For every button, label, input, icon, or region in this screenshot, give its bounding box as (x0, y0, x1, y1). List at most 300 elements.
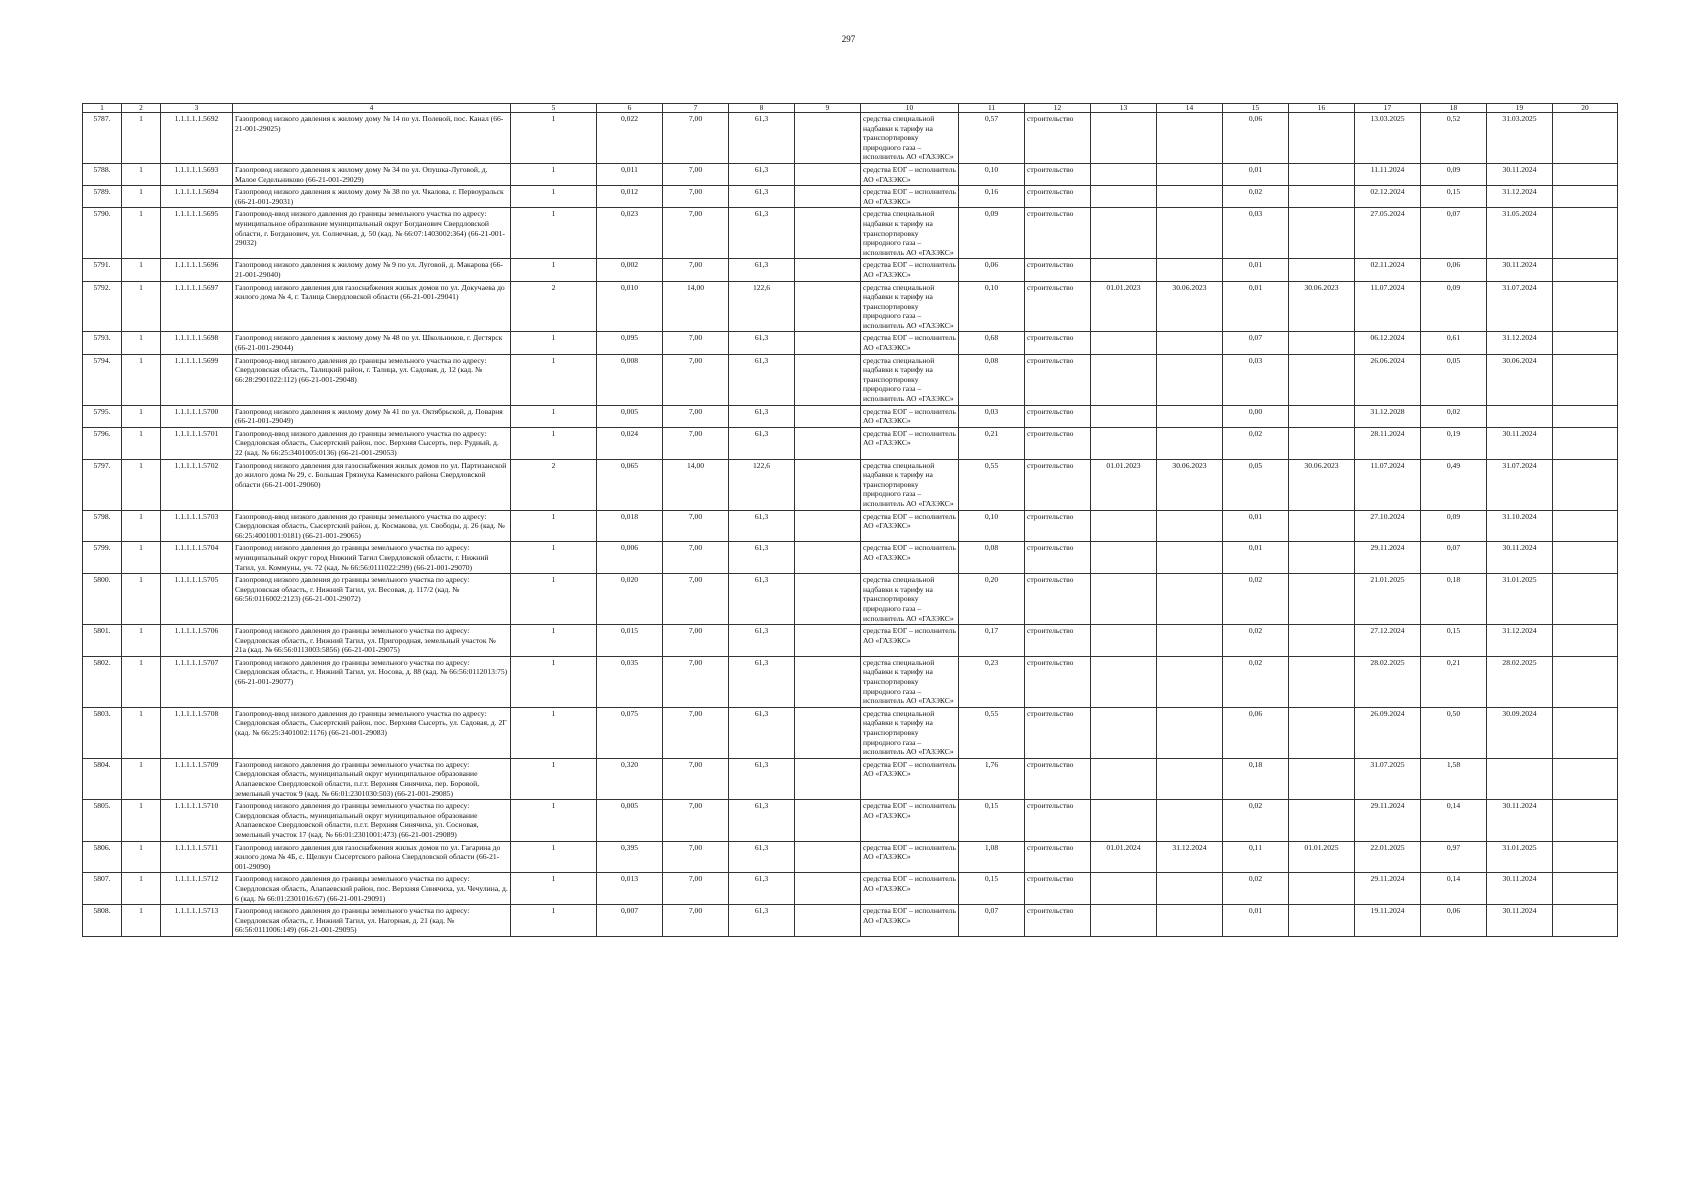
name-cell: Газопровод-ввод низкого давления до границы земельного участка по адресу: Свердловская область, Сысертский район, д. Космакова, ул. Свободы, д. 26 (кад. № 66:25:4001001:0181) (66-21-001-29065) (233, 510, 511, 542)
col-19-date-cell: 31.05.2024 (1487, 208, 1553, 259)
col-2-cell: 1 (122, 459, 161, 510)
col-7-cell: 7,00 (663, 656, 729, 707)
work-type-cell: строительство (1025, 186, 1091, 208)
col-11-cell: 0,08 (959, 354, 1025, 405)
code-cell: 1.1.1.1.1.5698 (161, 332, 233, 354)
col-2-cell: 1 (122, 656, 161, 707)
row-number: 5804. (83, 758, 122, 799)
col-9-cell (795, 186, 861, 208)
column-header-15: 15 (1223, 104, 1289, 113)
col-9-cell (795, 405, 861, 427)
funding-source-cell: средства специальной надбавки к тарифу на транспортировку природного газа – исполнитель АО «ГАЗЭКС» (861, 459, 959, 510)
col-9-cell (795, 542, 861, 574)
col-9-cell (795, 758, 861, 799)
row-number: 5796. (83, 427, 122, 459)
name-cell: Газопровод низкого давления до границы земельного участка по адресу: Свердловская область, муниципальный округ муниципальное образование Алапаевское Свердловской области, п.г.т. Верхняя Синячиха, пер. Боровой, земельный участок 9 (кад. № 66:01:2301030:503) (66-21-001-29085) (233, 758, 511, 799)
work-type-cell: строительство (1025, 354, 1091, 405)
col-15-cell: 0,01 (1223, 510, 1289, 542)
col-2-cell: 1 (122, 163, 161, 185)
col-7-cell: 7,00 (663, 427, 729, 459)
funding-source-cell: средства ЕОГ – исполнитель АО «ГАЗЭКС» (861, 800, 959, 841)
col-17-date-cell: 27.05.2024 (1355, 208, 1421, 259)
col-9-cell (795, 656, 861, 707)
col-16-cell (1289, 800, 1355, 841)
col-16-cell (1289, 354, 1355, 405)
col-16-cell (1289, 163, 1355, 185)
end-date-cell (1157, 163, 1223, 185)
col-8-cell: 61,3 (729, 259, 795, 281)
end-date-cell (1157, 707, 1223, 758)
col-19-date-cell: 30.11.2024 (1487, 163, 1553, 185)
col-15-cell: 0,11 (1223, 841, 1289, 873)
col-2-cell: 1 (122, 625, 161, 657)
name-cell: Газопровод низкого давления к жилому дому № 41 по ул. Октябрьской, д. Поварня (66-21-001-29049) (233, 405, 511, 427)
col-20-cell (1553, 905, 1618, 937)
row-number: 5791. (83, 259, 122, 281)
work-type-cell: строительство (1025, 841, 1091, 873)
col-8-cell: 61,3 (729, 542, 795, 574)
table-row (83, 163, 1618, 185)
col-5-cell: 1 (511, 186, 597, 208)
col-19-date-cell (1487, 405, 1553, 427)
code-cell: 1.1.1.1.1.5696 (161, 259, 233, 281)
col-19-date-cell (1487, 758, 1553, 799)
row-number: 5790. (83, 208, 122, 259)
col-16-cell (1289, 542, 1355, 574)
row-number: 5797. (83, 459, 122, 510)
col-5-cell: 1 (511, 800, 597, 841)
funding-source-cell: средства специальной надбавки к тарифу на транспортировку природного газа – исполнитель АО «ГАЗЭКС» (861, 208, 959, 259)
name-cell: Газопровод низкого давления до границы земельного участка по адресу: Свердловская область, Алапаевский район, пос. Верхняя Синячиха, ул. Чечулина, д. 6 (кад. № 66:01:2301016:67) (66-21-001-29091) (233, 873, 511, 905)
start-date-cell: 01.01.2024 (1091, 841, 1157, 873)
length-cell: 0,320 (597, 758, 663, 799)
name-cell: Газопровод низкого давления до границы земельного участка по адресу: муниципальный округ город Нижний Тагил Свердловской области, г. Нижний Тагил, ул. Коммуны, уч. 72 (кад. № 66:56:0111022:299) (66-21-001-29070) (233, 542, 511, 574)
page-number: 297 (841, 34, 856, 44)
col-18-cell: 0,09 (1421, 510, 1487, 542)
code-cell: 1.1.1.1.1.5709 (161, 758, 233, 799)
col-15-cell: 0,00 (1223, 405, 1289, 427)
col-19-date-cell: 30.11.2024 (1487, 800, 1553, 841)
code-cell: 1.1.1.1.1.5706 (161, 625, 233, 657)
col-20-cell (1553, 625, 1618, 657)
col-2-cell: 1 (122, 281, 161, 332)
col-9-cell (795, 625, 861, 657)
col-7-cell: 7,00 (663, 707, 729, 758)
row-number: 5795. (83, 405, 122, 427)
row-number: 5798. (83, 510, 122, 542)
col-15-cell: 0,01 (1223, 542, 1289, 574)
column-header-13: 13 (1091, 104, 1157, 113)
start-date-cell (1091, 208, 1157, 259)
col-18-cell: 0,15 (1421, 186, 1487, 208)
col-17-date-cell: 28.02.2025 (1355, 656, 1421, 707)
col-19-date-cell: 30.06.2024 (1487, 354, 1553, 405)
work-type-cell: строительство (1025, 163, 1091, 185)
col-17-date-cell: 29.11.2024 (1355, 873, 1421, 905)
col-19-date-cell: 30.09.2024 (1487, 707, 1553, 758)
start-date-cell (1091, 758, 1157, 799)
length-cell: 0,006 (597, 542, 663, 574)
col-8-cell: 61,3 (729, 841, 795, 873)
col-11-cell: 0,17 (959, 625, 1025, 657)
col-7-cell: 7,00 (663, 405, 729, 427)
row-number: 5800. (83, 574, 122, 625)
col-9-cell (795, 113, 861, 164)
col-17-date-cell: 26.06.2024 (1355, 354, 1421, 405)
end-date-cell (1157, 186, 1223, 208)
col-2-cell: 1 (122, 113, 161, 164)
end-date-cell (1157, 542, 1223, 574)
table-row (83, 510, 1618, 542)
col-19-date-cell: 31.10.2024 (1487, 510, 1553, 542)
name-cell: Газопровод низкого давления для газоснабжения жилых домов по ул. Гагарина до жилого дома № 4Б, с. Щелкун Сысертского района Свердловской области (66-21-001-29090) (233, 841, 511, 873)
col-15-cell: 0,05 (1223, 459, 1289, 510)
col-5-cell: 1 (511, 905, 597, 937)
col-20-cell (1553, 510, 1618, 542)
col-17-date-cell: 02.11.2024 (1355, 259, 1421, 281)
start-date-cell (1091, 625, 1157, 657)
row-number: 5806. (83, 841, 122, 873)
work-type-cell: строительство (1025, 259, 1091, 281)
col-19-date-cell: 30.11.2024 (1487, 427, 1553, 459)
col-2-cell: 1 (122, 332, 161, 354)
col-8-cell: 61,3 (729, 707, 795, 758)
table-row (83, 574, 1618, 625)
col-8-cell: 61,3 (729, 625, 795, 657)
col-15-cell: 0,03 (1223, 354, 1289, 405)
col-7-cell: 7,00 (663, 758, 729, 799)
col-18-cell: 0,21 (1421, 656, 1487, 707)
col-5-cell: 1 (511, 841, 597, 873)
row-number: 5802. (83, 656, 122, 707)
code-cell: 1.1.1.1.1.5710 (161, 800, 233, 841)
name-cell: Газопровод низкого давления к жилому дому № 48 по ул. Школьников, г. Дегтярск (66-21-001-29044) (233, 332, 511, 354)
col-7-cell: 7,00 (663, 186, 729, 208)
code-cell: 1.1.1.1.1.5713 (161, 905, 233, 937)
col-11-cell: 0,08 (959, 542, 1025, 574)
start-date-cell (1091, 707, 1157, 758)
work-type-cell: строительство (1025, 800, 1091, 841)
end-date-cell (1157, 332, 1223, 354)
col-2-cell: 1 (122, 542, 161, 574)
col-5-cell: 1 (511, 758, 597, 799)
col-2-cell: 1 (122, 707, 161, 758)
funding-source-cell: средства специальной надбавки к тарифу на транспортировку природного газа – исполнитель АО «ГАЗЭКС» (861, 574, 959, 625)
col-19-date-cell: 30.11.2024 (1487, 905, 1553, 937)
col-19-date-cell: 30.11.2024 (1487, 542, 1553, 574)
col-11-cell: 0,20 (959, 574, 1025, 625)
funding-source-cell: средства ЕОГ – исполнитель АО «ГАЗЭКС» (861, 332, 959, 354)
row-number: 5799. (83, 542, 122, 574)
col-8-cell: 61,3 (729, 905, 795, 937)
length-cell: 0,018 (597, 510, 663, 542)
funding-source-cell: средства специальной надбавки к тарифу на транспортировку природного газа – исполнитель АО «ГАЗЭКС» (861, 707, 959, 758)
col-18-cell: 0,02 (1421, 405, 1487, 427)
work-type-cell: строительство (1025, 459, 1091, 510)
start-date-cell (1091, 905, 1157, 937)
col-20-cell (1553, 354, 1618, 405)
col-11-cell: 0,07 (959, 905, 1025, 937)
work-type-cell: строительство (1025, 656, 1091, 707)
col-20-cell (1553, 332, 1618, 354)
col-7-cell: 7,00 (663, 873, 729, 905)
column-header-3: 3 (161, 104, 233, 113)
row-number: 5801. (83, 625, 122, 657)
register-table (82, 103, 1618, 937)
table-row (83, 259, 1618, 281)
col-5-cell: 1 (511, 574, 597, 625)
table-row (83, 281, 1618, 332)
col-2-cell: 1 (122, 841, 161, 873)
column-header-2: 2 (122, 104, 161, 113)
table-row (83, 354, 1618, 405)
start-date-cell: 01.01.2023 (1091, 459, 1157, 510)
column-header-11: 11 (959, 104, 1025, 113)
length-cell: 0,024 (597, 427, 663, 459)
funding-source-cell: средства ЕОГ – исполнитель АО «ГАЗЭКС» (861, 841, 959, 873)
col-16-cell: 01.01.2025 (1289, 841, 1355, 873)
col-5-cell: 1 (511, 510, 597, 542)
row-number: 5808. (83, 905, 122, 937)
code-cell: 1.1.1.1.1.5712 (161, 873, 233, 905)
col-17-date-cell: 19.11.2024 (1355, 905, 1421, 937)
table-row (83, 332, 1618, 354)
col-15-cell: 0,02 (1223, 873, 1289, 905)
row-number: 5789. (83, 186, 122, 208)
col-17-date-cell: 26.09.2024 (1355, 707, 1421, 758)
row-number: 5803. (83, 707, 122, 758)
col-15-cell: 0,02 (1223, 656, 1289, 707)
code-cell: 1.1.1.1.1.5701 (161, 427, 233, 459)
col-18-cell: 0,14 (1421, 873, 1487, 905)
start-date-cell (1091, 259, 1157, 281)
funding-source-cell: средства специальной надбавки к тарифу на транспортировку природного газа – исполнитель АО «ГАЗЭКС» (861, 281, 959, 332)
col-16-cell (1289, 873, 1355, 905)
end-date-cell: 31.12.2024 (1157, 841, 1223, 873)
col-16-cell (1289, 208, 1355, 259)
col-9-cell (795, 354, 861, 405)
col-18-cell: 0,09 (1421, 281, 1487, 332)
col-2-cell: 1 (122, 873, 161, 905)
code-cell: 1.1.1.1.1.5697 (161, 281, 233, 332)
col-17-date-cell: 22.01.2025 (1355, 841, 1421, 873)
work-type-cell: строительство (1025, 113, 1091, 164)
col-9-cell (795, 510, 861, 542)
code-cell: 1.1.1.1.1.5700 (161, 405, 233, 427)
funding-source-cell: средства ЕОГ – исполнитель АО «ГАЗЭКС» (861, 186, 959, 208)
name-cell: Газопровод-ввод низкого давления до границы земельного участка по адресу: Свердловская область, Сысертский район, пос. Верхняя Сысерть, пер. Рудный, д. 22 (кад. № 66:25:3401005:0136) (66-21-001-29053) (233, 427, 511, 459)
col-18-cell: 0,06 (1421, 905, 1487, 937)
funding-source-cell: средства ЕОГ – исполнитель АО «ГАЗЭКС» (861, 542, 959, 574)
col-18-cell: 0,61 (1421, 332, 1487, 354)
start-date-cell (1091, 510, 1157, 542)
start-date-cell: 01.01.2023 (1091, 281, 1157, 332)
length-cell: 0,395 (597, 841, 663, 873)
col-11-cell: 0,15 (959, 873, 1025, 905)
col-16-cell (1289, 259, 1355, 281)
end-date-cell (1157, 113, 1223, 164)
col-17-date-cell: 11.07.2024 (1355, 281, 1421, 332)
table-row (83, 427, 1618, 459)
col-11-cell: 0,21 (959, 427, 1025, 459)
col-7-cell: 7,00 (663, 542, 729, 574)
length-cell: 0,023 (597, 208, 663, 259)
row-number: 5807. (83, 873, 122, 905)
col-18-cell: 0,05 (1421, 354, 1487, 405)
col-7-cell: 7,00 (663, 259, 729, 281)
name-cell: Газопровод низкого давления для газоснабжения жилых домов по ул. Докучаева до жилого дома № 4, г. Талица Свердловской области (66-21-001-29041) (233, 281, 511, 332)
name-cell: Газопровод низкого давления до границы земельного участка по адресу: Свердловская область, г. Нижний Тагил, ул. Весовая, д. 117/2 (кад. № 66:56:0116002:2123) (66-21-001-29072) (233, 574, 511, 625)
col-9-cell (795, 281, 861, 332)
name-cell: Газопровод низкого давления до границы земельного участка по адресу: Свердловская область, г. Нижний Тагил, ул. Нагорная, д. 21 (кад. № 66:56:0111006:149) (66-21-001-29095) (233, 905, 511, 937)
end-date-cell: 30.06.2023 (1157, 281, 1223, 332)
col-16-cell (1289, 510, 1355, 542)
table-row (83, 625, 1618, 657)
name-cell: Газопровод низкого давления до границы земельного участка по адресу: Свердловская область, г. Нижний Тагил, ул. Носова, д. 88 (кад. № 66:56:0112013:75) (66-21-001-29077) (233, 656, 511, 707)
funding-source-cell: средства специальной надбавки к тарифу на транспортировку природного газа – исполнитель АО «ГАЗЭКС» (861, 113, 959, 164)
row-number: 5805. (83, 800, 122, 841)
col-19-date-cell: 31.01.2025 (1487, 841, 1553, 873)
length-cell: 0,008 (597, 354, 663, 405)
name-cell: Газопровод-ввод низкого давления до границы земельного участка по адресу: Свердловская область, Сысертский район, пос. Верхняя Сысерть, ул. Садовая, д. 2Г (кад. № 66:25:3401002:1176) (66-21-001-29083) (233, 707, 511, 758)
col-17-date-cell: 27.10.2024 (1355, 510, 1421, 542)
col-7-cell: 7,00 (663, 841, 729, 873)
funding-source-cell: средства специальной надбавки к тарифу на транспортировку природного газа – исполнитель АО «ГАЗЭКС» (861, 354, 959, 405)
col-20-cell (1553, 186, 1618, 208)
work-type-cell: строительство (1025, 707, 1091, 758)
end-date-cell (1157, 758, 1223, 799)
col-9-cell (795, 259, 861, 281)
work-type-cell: строительство (1025, 510, 1091, 542)
col-15-cell: 0,06 (1223, 113, 1289, 164)
col-11-cell: 1,76 (959, 758, 1025, 799)
col-16-cell (1289, 707, 1355, 758)
col-16-cell: 30.06.2023 (1289, 281, 1355, 332)
col-16-cell (1289, 625, 1355, 657)
col-8-cell: 61,3 (729, 163, 795, 185)
col-15-cell: 0,06 (1223, 707, 1289, 758)
col-17-date-cell: 27.12.2024 (1355, 625, 1421, 657)
col-16-cell (1289, 405, 1355, 427)
col-11-cell: 0,68 (959, 332, 1025, 354)
start-date-cell (1091, 163, 1157, 185)
row-number: 5793. (83, 332, 122, 354)
col-8-cell: 61,3 (729, 113, 795, 164)
col-15-cell: 0,01 (1223, 281, 1289, 332)
col-7-cell: 7,00 (663, 905, 729, 937)
code-cell: 1.1.1.1.1.5705 (161, 574, 233, 625)
code-cell: 1.1.1.1.1.5695 (161, 208, 233, 259)
col-5-cell: 2 (511, 281, 597, 332)
col-11-cell: 0,06 (959, 259, 1025, 281)
length-cell: 0,035 (597, 656, 663, 707)
column-header-9: 9 (795, 104, 861, 113)
work-type-cell: строительство (1025, 405, 1091, 427)
col-11-cell: 0,10 (959, 510, 1025, 542)
start-date-cell (1091, 354, 1157, 405)
code-cell: 1.1.1.1.1.5694 (161, 186, 233, 208)
col-15-cell: 0,02 (1223, 186, 1289, 208)
col-5-cell: 1 (511, 259, 597, 281)
col-20-cell (1553, 259, 1618, 281)
col-8-cell: 61,3 (729, 354, 795, 405)
length-cell: 0,012 (597, 186, 663, 208)
col-17-date-cell: 11.11.2024 (1355, 163, 1421, 185)
length-cell: 0,007 (597, 905, 663, 937)
table-row (83, 800, 1618, 841)
start-date-cell (1091, 574, 1157, 625)
col-8-cell: 61,3 (729, 574, 795, 625)
start-date-cell (1091, 427, 1157, 459)
col-8-cell: 61,3 (729, 332, 795, 354)
work-type-cell: строительство (1025, 758, 1091, 799)
col-20-cell (1553, 758, 1618, 799)
col-8-cell: 61,3 (729, 656, 795, 707)
end-date-cell (1157, 873, 1223, 905)
col-18-cell: 0,07 (1421, 208, 1487, 259)
col-16-cell: 30.06.2023 (1289, 459, 1355, 510)
table-row (83, 113, 1618, 164)
col-2-cell: 1 (122, 758, 161, 799)
col-5-cell: 1 (511, 405, 597, 427)
col-19-date-cell: 31.12.2024 (1487, 625, 1553, 657)
col-7-cell: 14,00 (663, 281, 729, 332)
start-date-cell (1091, 405, 1157, 427)
col-7-cell: 7,00 (663, 574, 729, 625)
col-2-cell: 1 (122, 800, 161, 841)
code-cell: 1.1.1.1.1.5703 (161, 510, 233, 542)
column-header-18: 18 (1421, 104, 1487, 113)
table-row (83, 758, 1618, 799)
code-cell: 1.1.1.1.1.5708 (161, 707, 233, 758)
col-20-cell (1553, 873, 1618, 905)
col-16-cell (1289, 186, 1355, 208)
col-8-cell: 61,3 (729, 427, 795, 459)
col-20-cell (1553, 281, 1618, 332)
col-8-cell: 122,6 (729, 459, 795, 510)
column-header-19: 19 (1487, 104, 1553, 113)
column-header-20: 20 (1553, 104, 1618, 113)
column-header-8: 8 (729, 104, 795, 113)
end-date-cell (1157, 656, 1223, 707)
code-cell: 1.1.1.1.1.5692 (161, 113, 233, 164)
col-19-date-cell: 31.12.2024 (1487, 186, 1553, 208)
col-8-cell: 61,3 (729, 873, 795, 905)
col-7-cell: 7,00 (663, 800, 729, 841)
end-date-cell (1157, 510, 1223, 542)
col-5-cell: 1 (511, 625, 597, 657)
length-cell: 0,095 (597, 332, 663, 354)
col-11-cell: 0,55 (959, 707, 1025, 758)
col-17-date-cell: 29.11.2024 (1355, 542, 1421, 574)
col-9-cell (795, 163, 861, 185)
start-date-cell (1091, 800, 1157, 841)
col-18-cell: 0,14 (1421, 800, 1487, 841)
col-16-cell (1289, 758, 1355, 799)
funding-source-cell: средства специальной надбавки к тарифу на транспортировку природного газа – исполнитель АО «ГАЗЭКС» (861, 656, 959, 707)
funding-source-cell: средства ЕОГ – исполнитель АО «ГАЗЭКС» (861, 163, 959, 185)
code-cell: 1.1.1.1.1.5693 (161, 163, 233, 185)
col-9-cell (795, 873, 861, 905)
col-5-cell: 1 (511, 427, 597, 459)
table-row (83, 707, 1618, 758)
header-row (83, 104, 1618, 113)
col-2-cell: 1 (122, 574, 161, 625)
col-17-date-cell: 02.12.2024 (1355, 186, 1421, 208)
code-cell: 1.1.1.1.1.5711 (161, 841, 233, 873)
col-17-date-cell: 21.01.2025 (1355, 574, 1421, 625)
col-17-date-cell: 13.03.2025 (1355, 113, 1421, 164)
